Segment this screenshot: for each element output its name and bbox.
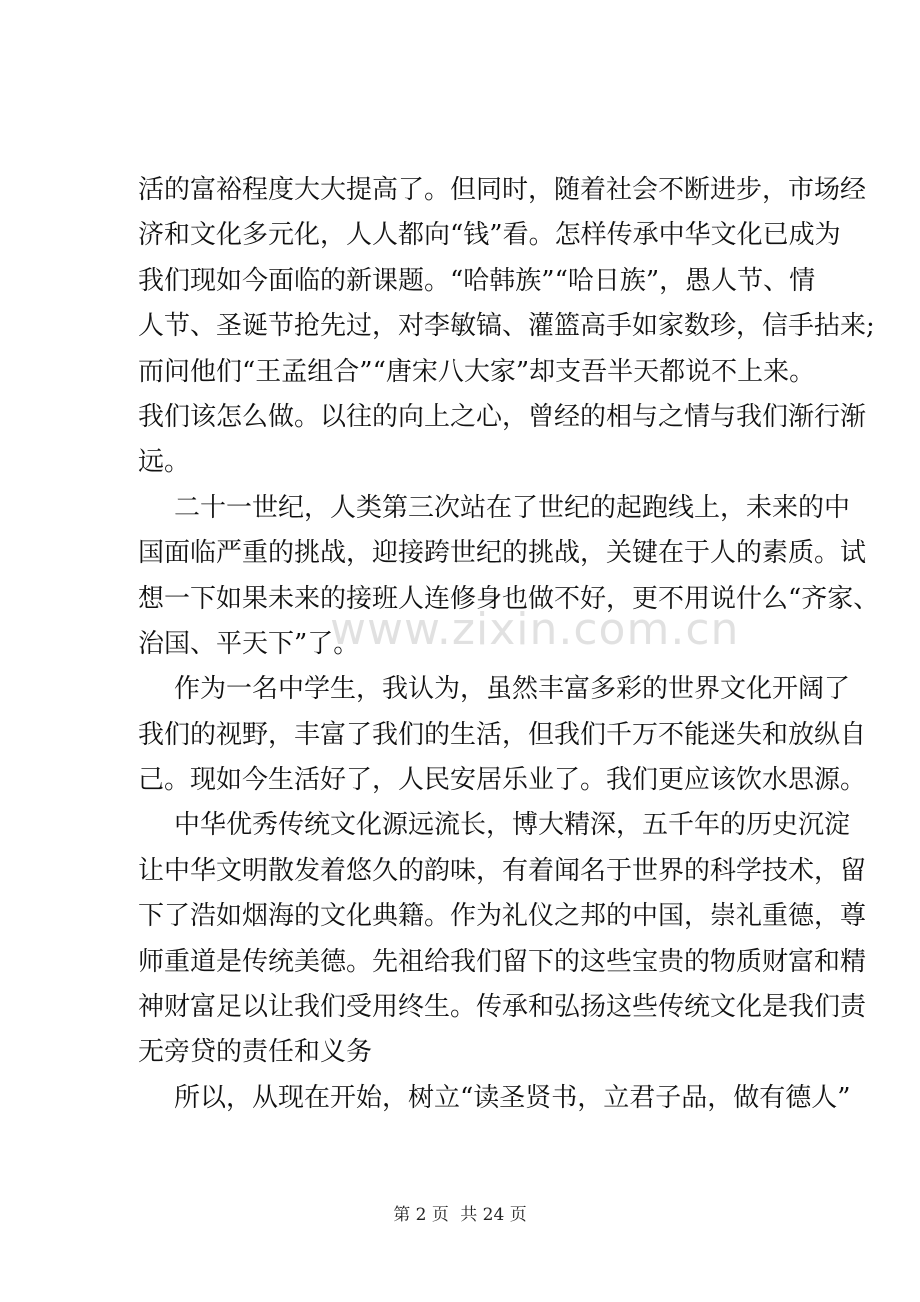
- watermark: www.zixin.com.cn: [330, 604, 740, 655]
- text-line: 二十一世纪，人类第三次站在了世纪的起跑线上，未来的中: [174, 492, 851, 523]
- text-line: 而问他们“王孟组合”“唐宋八大家”却支吾半天都说不上来。: [138, 356, 816, 387]
- text-line: 我们该怎么做。以往的向上之心，曾经的相与之情与我们渐行渐: [138, 401, 867, 432]
- text-line: 济和文化多元化，人人都向“钱”看。怎样传承中华文化已成为: [138, 220, 841, 251]
- text-line: 人节、圣诞节抢先过，对李敏镐、灌篮高手如家数珍，信手拈来;: [138, 311, 875, 342]
- text-line: 活的富裕程度大大提高了。但同时，随着社会不断进步，市场经: [138, 175, 867, 205]
- text-line: 治国、平天下”了。: [138, 628, 360, 659]
- page-footer: [0, 1200, 920, 1225]
- page-number: 第 2 页: [393, 1205, 449, 1225]
- page-total: 共 24 页: [460, 1205, 527, 1225]
- text-line: 我们现如今面临的新课题。“哈韩族”“哈日族”，愚人节、情: [138, 265, 816, 296]
- text-line: 国面临严重的挑战，迎接跨世纪的挑战，关键在于人的素质。试: [138, 538, 867, 569]
- text-line: 下了浩如烟海的文化典籍。作为礼仪之邦的中国，崇礼重德，尊: [138, 901, 867, 932]
- text-line: 让中华文明散发着悠久的韵味，有着闻名于世界的科学技术，留: [138, 855, 867, 886]
- text-line: 神财富足以让我们受用终生。传承和弘扬这些传统文化是我们责: [138, 992, 867, 1023]
- text-line: 无旁贷的责任和义务: [138, 1037, 373, 1068]
- text-line: 师重道是传统美德。先祖给我们留下的这些宝贵的物质财富和精: [138, 946, 867, 977]
- text-line: 作为一名中学生，我认为，虽然丰富多彩的世界文化开阔了: [174, 674, 851, 705]
- text-line: 中华优秀传统文化源远流长，博大精深，五千年的历史沉淀: [174, 810, 851, 841]
- text-line: 所以，从现在开始，树立“读圣贤书，立君子品，做有德人”: [174, 1082, 851, 1113]
- text-line: 己。现如今生活好了，人民安居乐业了。我们更应该饮水思源。: [138, 765, 867, 796]
- text-line: 远。: [138, 447, 191, 478]
- text-line: 想一下如果未来的接班人连修身也做不好，更不用说什么“齐家、: [138, 583, 880, 614]
- text-line: 我们的视野，丰富了我们的生活，但我们千万不能迷失和放纵自: [138, 719, 867, 750]
